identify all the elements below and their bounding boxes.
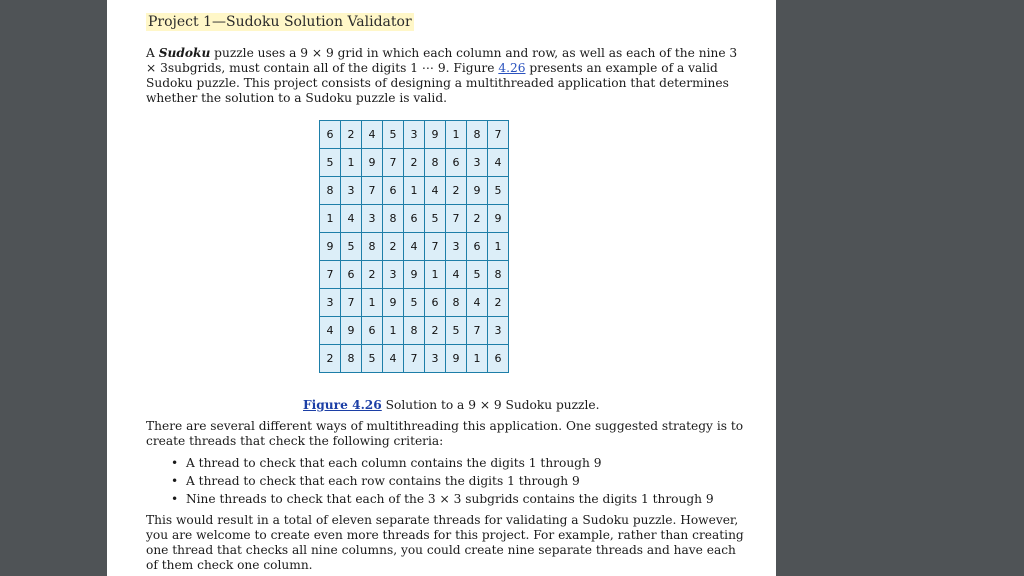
sudoku-cell: 6 (383, 177, 404, 205)
sudoku-cell: 2 (362, 261, 383, 289)
sudoku-cell: 8 (362, 233, 383, 261)
sudoku-term: Sudoku (158, 46, 211, 60)
sudoku-cell: 9 (341, 317, 362, 345)
list-item (171, 474, 731, 489)
sudoku-row (320, 233, 509, 261)
sudoku-cell: 2 (488, 289, 509, 317)
sudoku-cell: 5 (362, 345, 383, 373)
sudoku-cell: 7 (404, 345, 425, 373)
sudoku-cell: 7 (362, 177, 383, 205)
intro-text-1: puzzle uses a 9 × 9 grid in which each column and row, as well as each of the nine 3 × 3subgrids, must contain all of the digits 1 ⋯ 9. Figure (146, 46, 738, 75)
sudoku-cell: 4 (320, 317, 341, 345)
sudoku-cell: 5 (404, 289, 425, 317)
sudoku-cell: 3 (425, 345, 446, 373)
sudoku-cell: 4 (362, 121, 383, 149)
sudoku-cell: 1 (320, 205, 341, 233)
sudoku-cell: 3 (404, 121, 425, 149)
sudoku-cell: 2 (404, 149, 425, 177)
list-item-text: A thread to check that each row contains the digits 1 through 9 (186, 474, 580, 488)
sudoku-cell: 2 (383, 233, 404, 261)
sudoku-row (320, 345, 509, 373)
sudoku-cell: 1 (404, 177, 425, 205)
sudoku-cell: 2 (341, 121, 362, 149)
list-item-text: Nine threads to check that each of the 3 × 3 subgrids contains the digits 1 through 9 (186, 492, 714, 506)
sudoku-cell: 8 (446, 289, 467, 317)
criteria-list (171, 456, 731, 510)
figure-caption (303, 398, 599, 412)
sudoku-cell: 8 (341, 345, 362, 373)
sudoku-cell: 8 (320, 177, 341, 205)
sudoku-row (320, 177, 509, 205)
sudoku-cell: 7 (320, 261, 341, 289)
sudoku-cell: 5 (446, 317, 467, 345)
list-item-text: A thread to check that each column contains the digits 1 through 9 (186, 456, 602, 470)
sudoku-row (320, 149, 509, 177)
sudoku-row (320, 205, 509, 233)
sudoku-cell: 5 (467, 261, 488, 289)
sudoku-grid (319, 120, 509, 373)
sudoku-cell: 1 (362, 289, 383, 317)
list-item (171, 492, 731, 507)
sudoku-cell: 2 (446, 177, 467, 205)
document-page (107, 0, 776, 576)
sudoku-cell: 6 (446, 149, 467, 177)
sudoku-cell: 1 (446, 121, 467, 149)
sudoku-cell: 8 (425, 149, 446, 177)
sudoku-row (320, 317, 509, 345)
sudoku-cell: 6 (425, 289, 446, 317)
bullet-icon: • (171, 474, 179, 488)
figure-ref-link[interactable]: 4.26 (498, 61, 526, 75)
sudoku-row (320, 289, 509, 317)
sudoku-cell: 7 (467, 317, 488, 345)
sudoku-cell: 6 (362, 317, 383, 345)
sudoku-cell: 3 (446, 233, 467, 261)
intro-lead: A (146, 46, 159, 60)
sudoku-cell: 5 (425, 205, 446, 233)
sudoku-cell: 4 (425, 177, 446, 205)
sudoku-cell: 3 (320, 289, 341, 317)
sudoku-cell: 7 (341, 289, 362, 317)
bullet-icon: • (171, 492, 179, 506)
strategy-paragraph: There are several different ways of multithreading this application. One suggested strategy is to create threads that check the following criteria: (146, 419, 744, 448)
sudoku-cell: 4 (446, 261, 467, 289)
sudoku-cell: 8 (383, 205, 404, 233)
sudoku-cell: 9 (320, 233, 341, 261)
sudoku-cell: 1 (488, 233, 509, 261)
sudoku-cell: 7 (425, 233, 446, 261)
sudoku-cell: 1 (467, 345, 488, 373)
sudoku-cell: 4 (488, 149, 509, 177)
sudoku-cell: 9 (425, 121, 446, 149)
bullet-icon: • (171, 456, 179, 470)
sudoku-cell: 5 (488, 177, 509, 205)
sudoku-cell: 7 (446, 205, 467, 233)
sudoku-cell: 1 (425, 261, 446, 289)
sudoku-cell: 2 (425, 317, 446, 345)
sudoku-cell: 4 (383, 345, 404, 373)
sudoku-cell: 9 (467, 177, 488, 205)
intro-text-2: presents an example of a valid Sudoku puzzle. This project consists of designing a multithreaded application that determines whether the solution to a Sudoku puzzle is valid. (146, 61, 729, 105)
sudoku-cell: 1 (383, 317, 404, 345)
sudoku-cell: 4 (341, 205, 362, 233)
list-item (171, 456, 731, 471)
sudoku-cell: 6 (488, 345, 509, 373)
sudoku-cell: 6 (320, 121, 341, 149)
sudoku-cell: 2 (320, 345, 341, 373)
sudoku-cell: 9 (404, 261, 425, 289)
sudoku-cell: 3 (341, 177, 362, 205)
sudoku-cell: 8 (488, 261, 509, 289)
sudoku-cell: 9 (383, 289, 404, 317)
sudoku-cell: 2 (467, 205, 488, 233)
sudoku-cell: 4 (404, 233, 425, 261)
sudoku-cell: 9 (488, 205, 509, 233)
figure-caption-text: Solution to a 9 × 9 Sudoku puzzle. (381, 398, 600, 412)
sudoku-cell: 4 (467, 289, 488, 317)
sudoku-cell: 9 (362, 149, 383, 177)
section-title: Project 1—Sudoku Solution Validator (148, 14, 412, 30)
sudoku-row (320, 261, 509, 289)
sudoku-cell: 5 (341, 233, 362, 261)
sudoku-cell: 1 (341, 149, 362, 177)
figure-label-link[interactable]: Figure 4.26 (303, 398, 382, 412)
sudoku-cell: 5 (383, 121, 404, 149)
sudoku-cell: 8 (467, 121, 488, 149)
closing-paragraph: This would result in a total of eleven separate threads for validating a Sudoku puzzle. However, you are welcome to create even more threads for this project. For example, rather than creating one thread that checks all nine columns, you could create nine separate threads and have each of them check one column. (146, 513, 744, 572)
sudoku-cell: 8 (404, 317, 425, 345)
sudoku-cell: 3 (488, 317, 509, 345)
sudoku-cell: 6 (404, 205, 425, 233)
sudoku-cell: 3 (362, 205, 383, 233)
sudoku-cell: 7 (383, 149, 404, 177)
intro-paragraph (146, 46, 746, 106)
sudoku-cell: 6 (467, 233, 488, 261)
sudoku-cell: 7 (488, 121, 509, 149)
sudoku-cell: 3 (467, 149, 488, 177)
sudoku-cell: 5 (320, 149, 341, 177)
sudoku-cell: 3 (383, 261, 404, 289)
sudoku-cell: 9 (446, 345, 467, 373)
sudoku-cell: 6 (341, 261, 362, 289)
sudoku-row (320, 121, 509, 149)
